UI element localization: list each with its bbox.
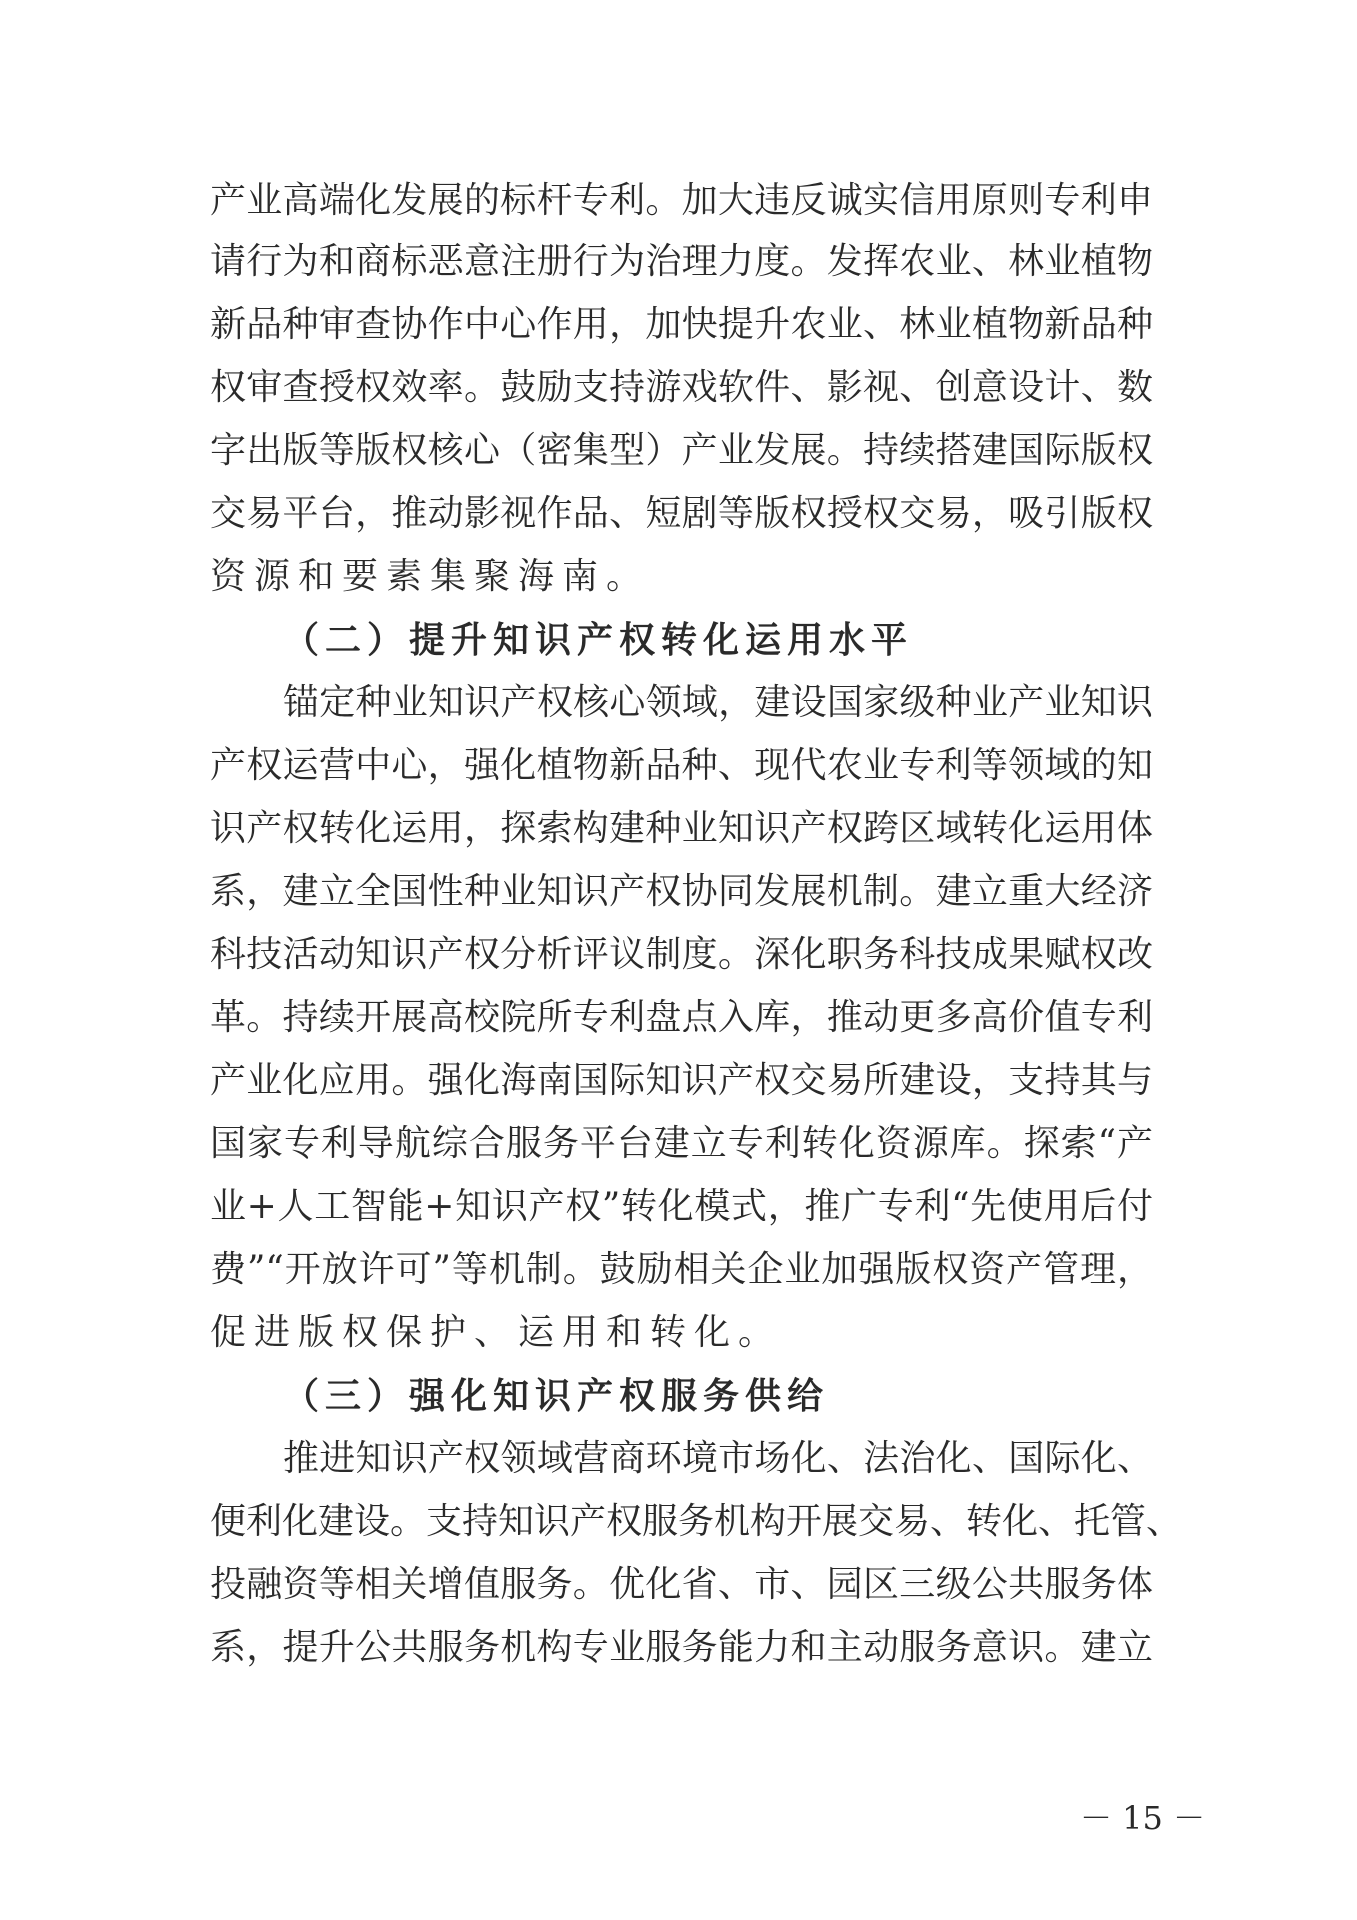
paragraph-line: 权审查授权效率。鼓励支持游戏软件、影视、创意设计、数 — [210, 367, 1153, 408]
section-heading: （二）提升知识产权转化运用水平 — [283, 619, 914, 661]
paragraph-line: 资源和要素集聚海南。 — [210, 556, 651, 597]
paragraph-line: 识产权转化运用，探索构建种业知识产权跨区域转化运用体 — [210, 808, 1153, 849]
page-number: － 15 － — [1080, 1799, 1206, 1837]
paragraph-line: 产业高端化发展的标杆专利。加大违反诚实信用原则专利申 — [210, 180, 1153, 221]
paragraph-line: 产权运营中心，强化植物新品种、现代农业专利等领域的知 — [210, 745, 1153, 786]
paragraph-line: 字出版等版权核心（密集型）产业发展。持续搭建国际版权 — [210, 430, 1153, 471]
paragraph-line: 科技活动知识产权分析评议制度。深化职务科技成果赋权改 — [210, 934, 1153, 975]
paragraph-line: 促进版权保护、运用和转化。 — [210, 1312, 783, 1353]
paragraph-line: 推进知识产权领域营商环境市场化、法治化、国际化、 — [283, 1438, 1153, 1479]
paragraph-line: 系，提升公共服务机构专业服务能力和主动服务意识。建立 — [210, 1627, 1153, 1668]
paragraph-line: 系，建立全国性种业知识产权协同发展机制。建立重大经济 — [210, 871, 1153, 912]
paragraph-line: 便利化建设。支持知识产权服务机构开展交易、转化、托管、 — [210, 1501, 1183, 1542]
paragraph-line: 产业化应用。强化海南国际知识产权交易所建设，支持其与 — [210, 1060, 1153, 1101]
paragraph-line: 投融资等相关增值服务。优化省、市、园区三级公共服务体 — [210, 1564, 1153, 1605]
paragraph-line: 费”“开放许可”等机制。鼓励相关企业加强版权资产管理， — [210, 1249, 1153, 1290]
paragraph-line: 请行为和商标恶意注册行为治理力度。发挥农业、林业植物 — [210, 241, 1153, 282]
paragraph-line: 新品种审查协作中心作用，加快提升农业、林业植物新品种 — [210, 304, 1153, 345]
paragraph-line: 业+人工智能+知识产权”转化模式，推广专利“先使用后付 — [210, 1186, 1153, 1227]
section-heading: （三）强化知识产权服务供给 — [283, 1375, 830, 1417]
paragraph-line: 国家专利导航综合服务平台建立专利转化资源库。探索“产 — [210, 1123, 1153, 1164]
paragraph-line: 革。持续开展高校院所专利盘点入库，推动更多高价值专利 — [210, 997, 1153, 1038]
paragraph-line: 交易平台，推动影视作品、短剧等版权授权交易，吸引版权 — [210, 493, 1153, 534]
paragraph-line: 锚定种业知识产权核心领域，建设国家级种业产业知识 — [283, 682, 1153, 723]
